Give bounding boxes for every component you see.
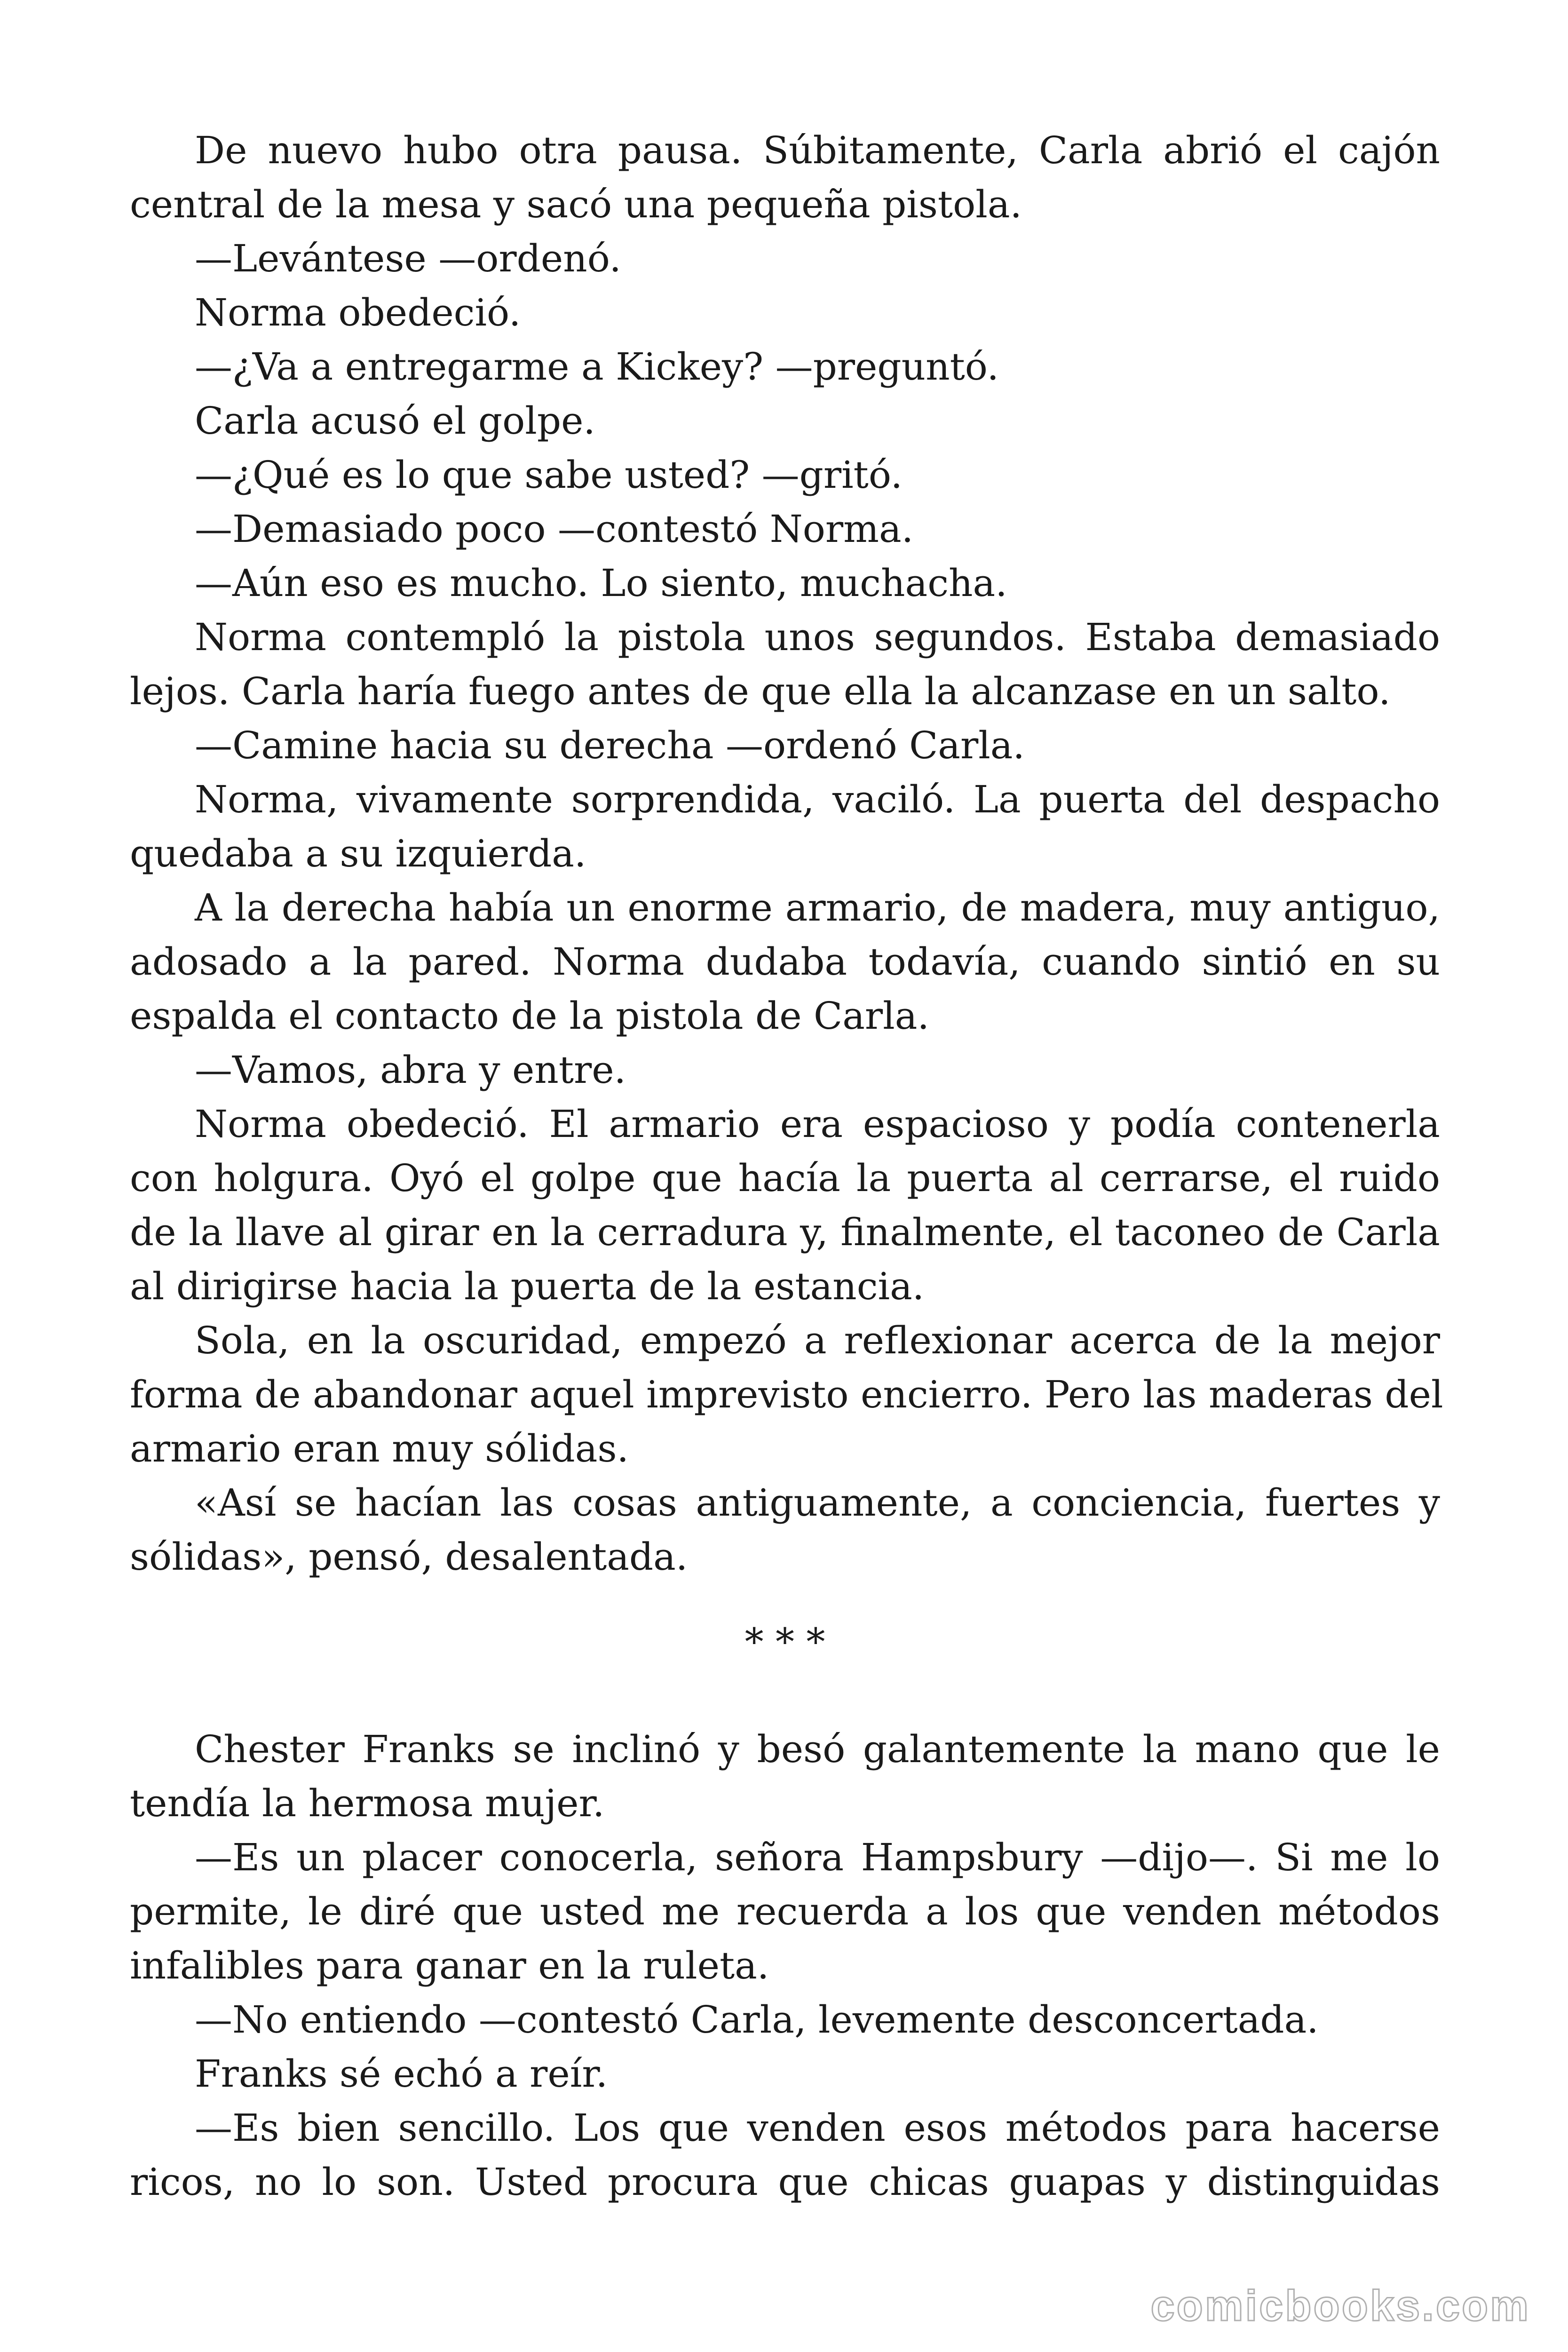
text-line: al dirigirse hacia la puerta de la estancia.: [130, 1264, 925, 1308]
text-line: Norma contempló la pistola unos segundos. Estaba demasiado: [195, 615, 1440, 659]
text-line: Norma obedeció. El armario era espacioso y podía contenerla: [195, 1102, 1440, 1146]
text-line: —Vamos, abra y entre.: [195, 1048, 626, 1092]
text-line: —Es un placer conocerla, señora Hampsbury —dijo—. Si me lo: [195, 1836, 1440, 1879]
text-line: ricos, no lo son. Usted procura que chicas guapas y distinguidas: [130, 2160, 1440, 2204]
text-line: —Aún eso es mucho. Lo siento, muchacha.: [195, 561, 1007, 605]
text-line: —¿Qué es lo que sabe usted? —gritó.: [195, 453, 903, 497]
text-line: lejos. Carla haría fuego antes de que ella la alcanzase en un salto.: [130, 669, 1391, 713]
text-section-1: [130, 123, 1443, 1584]
text-line: adosado a la pared. Norma dudaba todavía, cuando sintió en su: [130, 940, 1440, 984]
text-line: espalda el contacto de la pistola de Carla.: [130, 994, 929, 1038]
text-line: Franks sé echó a reír.: [195, 2052, 608, 2096]
text-line: sólidas», pensó, desalentada.: [130, 1535, 688, 1579]
text-line: —Camine hacia su derecha —ordenó Carla.: [195, 723, 1025, 767]
text-line: —Es bien sencillo. Los que venden esos métodos para hacerse: [195, 2106, 1440, 2150]
text-line: A la derecha había un enorme armario, de madera, muy antiguo,: [195, 886, 1440, 930]
text-line: con holgura. Oyó el golpe que hacía la puerta al cerrarse, el ruido: [130, 1156, 1440, 1200]
text-line: central de la mesa y sacó una pequeña pistola.: [130, 183, 1022, 226]
text-line: Sola, en la oscuridad, empezó a reflexionar acerca de la mejor: [195, 1319, 1440, 1362]
text-line: armario eran muy sólidas.: [130, 1427, 629, 1470]
text-line: tendía la hermosa mujer.: [130, 1781, 605, 1825]
text-line: —Demasiado poco —contestó Norma.: [195, 507, 914, 551]
text-line: De nuevo hubo otra pausa. Súbitamente, Carla abrió el cajón: [195, 128, 1440, 172]
section-separator: * * *: [744, 1620, 825, 1664]
text-line: Carla acusó el golpe.: [195, 399, 595, 443]
text-line: quedaba a su izquierda.: [130, 832, 586, 875]
text-line: Norma, vivamente sorprendida, vaciló. La puerta del despacho: [195, 778, 1440, 821]
text-line: permite, le diré que usted me recuerda a los que venden métodos: [130, 1890, 1440, 1933]
text-line: infalibles para ganar en la ruleta.: [130, 1944, 769, 1987]
text-line: —No entiendo —contestó Carla, levemente desconcertada.: [195, 1998, 1319, 2042]
watermark: comicbooks.com: [1150, 2282, 1530, 2330]
text-line: de la llave al girar en la cerradura y, finalmente, el taconeo de Carla: [130, 1210, 1440, 1254]
text-line: Chester Franks se inclinó y besó galantemente la mano que le: [195, 1727, 1440, 1771]
text-line: —Levántese —ordenó.: [195, 237, 621, 280]
text-line: —¿Va a entregarme a Kickey? —preguntó.: [195, 345, 999, 389]
text-line: Norma obedeció.: [195, 291, 521, 334]
text-line: «Así se hacían las cosas antiguamente, a conciencia, fuertes y: [195, 1481, 1440, 1525]
text-section-2: [130, 1722, 1440, 2209]
text-line: forma de abandonar aquel imprevisto encierro. Pero las maderas del: [130, 1373, 1443, 1416]
